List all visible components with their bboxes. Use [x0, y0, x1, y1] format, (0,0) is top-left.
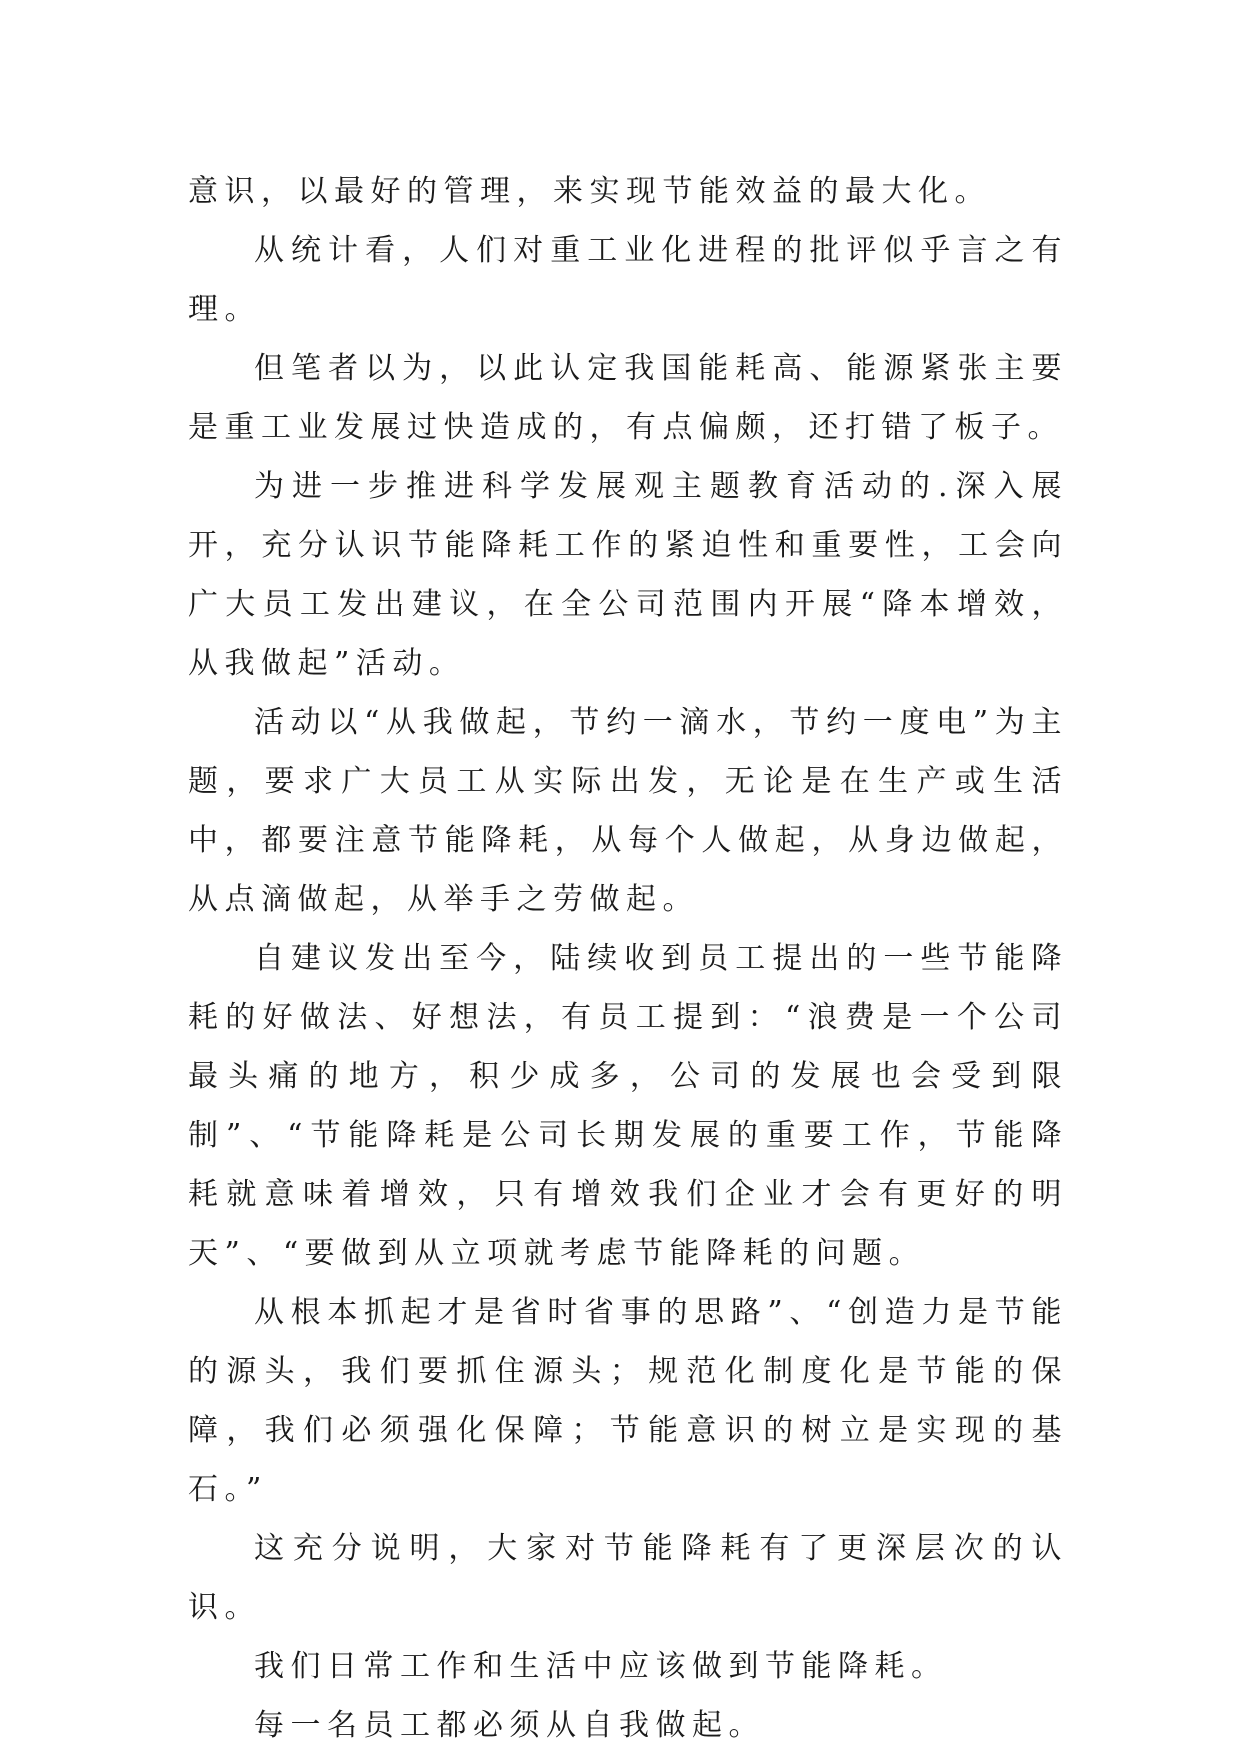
paragraph-1: 意识，以最好的管理，来实现节能效益的最大化。: [188, 174, 991, 209]
paragraph-10: 每一名员工都必须从自我做起。: [254, 1708, 765, 1743]
paragraph-9: 我们日常工作和生活中应该做到节能降耗。: [254, 1649, 948, 1684]
paragraph-5: 活动以“从我做起，节约一滴水，节约一度电”为主题，要求广大员工从实际出发，无论是在生产或生活中，都要注意节能降耗，从每个人做起，从身边做起，从点滴做起，从举手之劳做起。: [188, 705, 1068, 917]
paragraph-2: 从统计看，人们对重工业化进程的批评似乎言之有理。: [188, 233, 1068, 327]
paragraph-7: 从根本抓起才是省时省事的思路”、“创造力是节能的源头，我们要抓住源头；规范化制度化是节能的保障，我们必须强化保障；节能意识的树立是实现的基石。”: [188, 1295, 1068, 1507]
paragraph-6: 自建议发出至今，陆续收到员工提出的一些节能降耗的好做法、好想法，有员工提到：“浪费是一个公司最头痛的地方，积少成多，公司的发展也会受到限制”、“节能降耗是公司长期发展的重要工作，节能降耗就意味着增效，只有增效我们企业才会有更好的明天”、“要做到从立项就考虑节能降耗的问题。: [188, 941, 1068, 1271]
paragraph-8: 这充分说明，大家对节能降耗有了更深层次的认识。: [188, 1531, 1068, 1625]
paragraph-3: 但笔者以为，以此认定我国能耗高、能源紧张主要是重工业发展过快造成的，有点偏颇，还打错了板子。: [188, 351, 1068, 445]
paragraph-4: 为进一步推进科学发展观主题教育活动的.深入展开，充分认识节能降耗工作的紧迫性和重要性，工会向广大员工发出建议，在全公司范围内开展“降本增效，从我做起”活动。: [188, 469, 1068, 681]
document-body: [188, 162, 1068, 1755]
